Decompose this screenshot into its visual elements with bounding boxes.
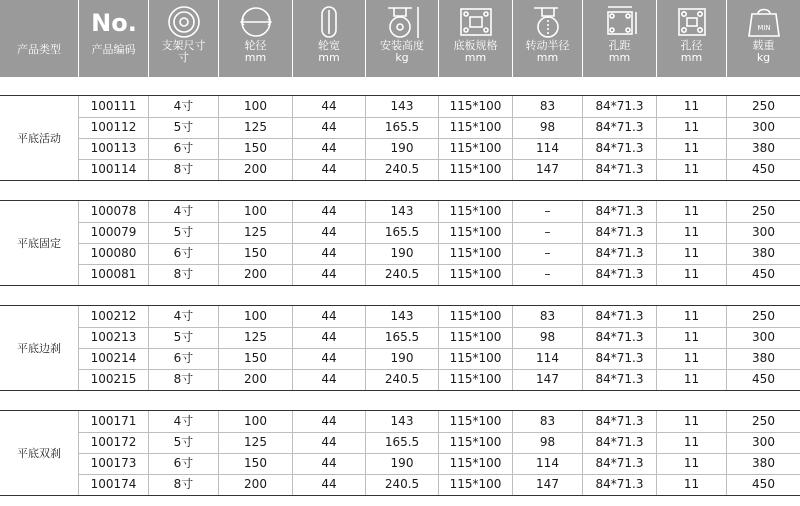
- table-cell: 84*71.3: [582, 117, 656, 138]
- table-cell: 143: [365, 96, 438, 117]
- table-cell: 44: [292, 369, 365, 390]
- table-cell: 200: [218, 369, 292, 390]
- table-row: [78, 243, 800, 264]
- table-cell: 125: [218, 327, 292, 348]
- table-cell: 200: [218, 264, 292, 285]
- table-cell: 240.5: [365, 369, 438, 390]
- table-cell: 100111: [78, 96, 148, 117]
- table-cell: 4寸: [148, 306, 218, 327]
- table-cell: 84*71.3: [582, 474, 656, 495]
- product-type-label: 平底活动: [17, 132, 61, 145]
- header-cell-1: [78, 0, 148, 77]
- weight-icon: [727, 3, 800, 41]
- table-cell: 380: [726, 243, 800, 264]
- table-cell: 143: [365, 306, 438, 327]
- table-cell: 165.5: [365, 117, 438, 138]
- table-cell: 300: [726, 222, 800, 243]
- table-cell: 83: [512, 411, 582, 432]
- table-cell: 115*100: [438, 432, 512, 453]
- table-cell: 143: [365, 411, 438, 432]
- table-cell: 84*71.3: [582, 306, 656, 327]
- table-cell: 11: [656, 369, 726, 390]
- table-cell: 165.5: [365, 222, 438, 243]
- table-cell: 115*100: [438, 201, 512, 222]
- table-cell: 11: [656, 243, 726, 264]
- table-cell: 114: [512, 453, 582, 474]
- table-cell: 100172: [78, 432, 148, 453]
- table-cell: 300: [726, 327, 800, 348]
- table-cell: 6寸: [148, 348, 218, 369]
- table-cell: 6寸: [148, 243, 218, 264]
- table-cell: 100081: [78, 264, 148, 285]
- table-cell: 100173: [78, 453, 148, 474]
- table-cell: 143: [365, 201, 438, 222]
- svg-text:MIN: MIN: [756, 24, 771, 32]
- bracket-size-icon: [149, 3, 218, 41]
- table-cell: 84*71.3: [582, 369, 656, 390]
- header-cell-10: [726, 0, 800, 77]
- table-cell: 44: [292, 159, 365, 180]
- table-cell: 11: [656, 201, 726, 222]
- table-cell: 100: [218, 201, 292, 222]
- table-cell: 98: [512, 432, 582, 453]
- row-divider: [78, 453, 800, 454]
- table-row: [78, 96, 800, 117]
- table-cell: 83: [512, 96, 582, 117]
- table-cell: 44: [292, 411, 365, 432]
- header-cell-6: [438, 0, 512, 77]
- product-group: [0, 95, 800, 181]
- table-cell: 147: [512, 369, 582, 390]
- table-cell: 6寸: [148, 453, 218, 474]
- table-cell: 84*71.3: [582, 327, 656, 348]
- table-row: [78, 222, 800, 243]
- table-row: [78, 264, 800, 285]
- table-cell: 98: [512, 327, 582, 348]
- table-cell: 200: [218, 159, 292, 180]
- table-row: [78, 453, 800, 474]
- table-cell: 100: [218, 306, 292, 327]
- table-cell: 380: [726, 453, 800, 474]
- table-cell: 11: [656, 306, 726, 327]
- table-cell: 44: [292, 327, 365, 348]
- table-cell: 450: [726, 159, 800, 180]
- table-cell: 44: [292, 222, 365, 243]
- table-row: [78, 348, 800, 369]
- table-cell: 125: [218, 432, 292, 453]
- table-cell: 44: [292, 474, 365, 495]
- table-cell: 100212: [78, 306, 148, 327]
- product-type-label: 平底边刹: [17, 342, 61, 355]
- table-cell: 380: [726, 138, 800, 159]
- table-cell: 100113: [78, 138, 148, 159]
- table-cell: 450: [726, 369, 800, 390]
- table-cell: 5寸: [148, 432, 218, 453]
- table-cell: 11: [656, 453, 726, 474]
- header-cell-9: [656, 0, 726, 77]
- table-cell: 115*100: [438, 306, 512, 327]
- table-row: [78, 474, 800, 495]
- table-cell: 100213: [78, 327, 148, 348]
- table-cell: –: [512, 243, 582, 264]
- table-cell: 250: [726, 306, 800, 327]
- table-cell: 44: [292, 348, 365, 369]
- table-cell: 250: [726, 411, 800, 432]
- table-cell: 84*71.3: [582, 453, 656, 474]
- table-cell: 44: [292, 453, 365, 474]
- table-cell: 11: [656, 432, 726, 453]
- table-row: [78, 327, 800, 348]
- table-cell: 250: [726, 96, 800, 117]
- header-cell-5: [365, 0, 438, 77]
- header-cell-3: [218, 0, 292, 77]
- table-cell: 4寸: [148, 96, 218, 117]
- header-label: 轮径 mm: [244, 39, 267, 64]
- table-cell: 380: [726, 348, 800, 369]
- table-cell: –: [512, 222, 582, 243]
- table-cell: 300: [726, 117, 800, 138]
- table-cell: 115*100: [438, 453, 512, 474]
- row-divider: [78, 327, 800, 328]
- row-divider: [78, 138, 800, 139]
- table-cell: 115*100: [438, 411, 512, 432]
- table-cell: 165.5: [365, 432, 438, 453]
- header-label: 产品类型: [17, 43, 61, 56]
- header-label: 转动半径 mm: [525, 39, 570, 64]
- table-cell: 84*71.3: [582, 222, 656, 243]
- table-row: [78, 159, 800, 180]
- table-cell: 150: [218, 243, 292, 264]
- table-cell: 100171: [78, 411, 148, 432]
- row-divider: [78, 369, 800, 370]
- table-cell: 100112: [78, 117, 148, 138]
- table-cell: 240.5: [365, 159, 438, 180]
- table-cell: 240.5: [365, 264, 438, 285]
- table-cell: 100079: [78, 222, 148, 243]
- table-row: [78, 411, 800, 432]
- table-cell: 190: [365, 243, 438, 264]
- table-cell: 115*100: [438, 369, 512, 390]
- header-label: 安装高度 kg: [380, 39, 424, 64]
- table-cell: 8寸: [148, 369, 218, 390]
- table-row: [78, 138, 800, 159]
- table-cell: 11: [656, 138, 726, 159]
- table-cell: 190: [365, 138, 438, 159]
- table-cell: 115*100: [438, 243, 512, 264]
- header-label: 孔径 mm: [680, 39, 703, 64]
- header-label: 底板规格 mm: [453, 39, 498, 64]
- table-row: [78, 432, 800, 453]
- table-cell: 11: [656, 222, 726, 243]
- table-cell: 4寸: [148, 411, 218, 432]
- table-cell: 100174: [78, 474, 148, 495]
- table-cell: 11: [656, 348, 726, 369]
- table-cell: 83: [512, 306, 582, 327]
- table-cell: 98: [512, 117, 582, 138]
- table-cell: –: [512, 264, 582, 285]
- table-cell: 450: [726, 474, 800, 495]
- table-cell: 11: [656, 411, 726, 432]
- table-cell: 150: [218, 348, 292, 369]
- table-cell: 100078: [78, 201, 148, 222]
- table-cell: 84*71.3: [582, 201, 656, 222]
- table-cell: 300: [726, 432, 800, 453]
- table-cell: 147: [512, 474, 582, 495]
- product-group: [0, 305, 800, 391]
- table-cell: 114: [512, 138, 582, 159]
- header-cell-8: [582, 0, 656, 77]
- row-divider: [78, 264, 800, 265]
- header-label: 孔距 mm: [608, 39, 631, 64]
- table-row: [78, 201, 800, 222]
- table-cell: 8寸: [148, 264, 218, 285]
- table-cell: 115*100: [438, 264, 512, 285]
- install-height-icon: [366, 3, 438, 41]
- table-row: [78, 117, 800, 138]
- table-cell: 44: [292, 138, 365, 159]
- table-cell: 190: [365, 453, 438, 474]
- row-divider: [78, 474, 800, 475]
- table-cell: 5寸: [148, 117, 218, 138]
- table-cell: 84*71.3: [582, 348, 656, 369]
- product-type-label: 平底双刹: [17, 447, 61, 460]
- table-cell: 8寸: [148, 159, 218, 180]
- table-cell: 5寸: [148, 327, 218, 348]
- table-cell: 114: [512, 348, 582, 369]
- header-cell-7: [512, 0, 582, 77]
- table-cell: 44: [292, 432, 365, 453]
- table-row: [78, 306, 800, 327]
- table-cell: 115*100: [438, 474, 512, 495]
- table-cell: 100: [218, 96, 292, 117]
- table-cell: 100080: [78, 243, 148, 264]
- header-label: 产品编码: [91, 43, 136, 56]
- table-cell: 115*100: [438, 159, 512, 180]
- table-cell: 84*71.3: [582, 411, 656, 432]
- table-cell: 44: [292, 243, 365, 264]
- table-cell: 8寸: [148, 474, 218, 495]
- hole-spacing-icon: [583, 3, 656, 41]
- table-cell: 44: [292, 201, 365, 222]
- table-cell: 11: [656, 264, 726, 285]
- table-cell: 150: [218, 138, 292, 159]
- table-cell: 44: [292, 306, 365, 327]
- table-cell: 11: [656, 96, 726, 117]
- header-label: 支架尺寸 寸: [161, 39, 206, 64]
- table-cell: 44: [292, 117, 365, 138]
- table-cell: 11: [656, 474, 726, 495]
- header-cell-2: [148, 0, 218, 77]
- table-cell: 165.5: [365, 327, 438, 348]
- row-divider: [78, 222, 800, 223]
- table-cell: 84*71.3: [582, 159, 656, 180]
- table-cell: 5寸: [148, 222, 218, 243]
- table-cell: 125: [218, 222, 292, 243]
- table-cell: 115*100: [438, 96, 512, 117]
- table-cell: 11: [656, 159, 726, 180]
- table-cell: 450: [726, 264, 800, 285]
- wheel-diameter-icon: [219, 3, 292, 41]
- table-cell: 4寸: [148, 201, 218, 222]
- row-divider: [78, 117, 800, 118]
- table-cell: 84*71.3: [582, 264, 656, 285]
- header-cell-0: [0, 0, 78, 77]
- table-cell: 6寸: [148, 138, 218, 159]
- no-text-icon: [79, 3, 148, 41]
- table-cell: 115*100: [438, 327, 512, 348]
- wheel-width-icon: [293, 3, 365, 41]
- row-divider: [78, 432, 800, 433]
- table-cell: 125: [218, 117, 292, 138]
- swivel-radius-icon: [513, 3, 582, 41]
- table-cell: 240.5: [365, 474, 438, 495]
- svg-text:No.: No.: [90, 9, 137, 37]
- table-cell: 84*71.3: [582, 96, 656, 117]
- table-cell: 200: [218, 474, 292, 495]
- table-cell: 100: [218, 411, 292, 432]
- table-cell: 100214: [78, 348, 148, 369]
- table-cell: 147: [512, 159, 582, 180]
- table-header: [0, 0, 800, 77]
- table-cell: 250: [726, 201, 800, 222]
- table-cell: 100215: [78, 369, 148, 390]
- row-divider: [78, 348, 800, 349]
- table-cell: 11: [656, 117, 726, 138]
- hole-diameter-icon: [657, 3, 726, 41]
- header-cell-4: [292, 0, 365, 77]
- table-cell: 44: [292, 96, 365, 117]
- table-cell: 115*100: [438, 117, 512, 138]
- table-cell: 84*71.3: [582, 243, 656, 264]
- table-cell: 11: [656, 327, 726, 348]
- product-group: [0, 200, 800, 286]
- product-group: [0, 410, 800, 496]
- plate-size-icon: [439, 3, 512, 41]
- table-cell: 84*71.3: [582, 138, 656, 159]
- table-cell: 84*71.3: [582, 432, 656, 453]
- table-cell: 190: [365, 348, 438, 369]
- table-cell: 115*100: [438, 222, 512, 243]
- table-row: [78, 369, 800, 390]
- header-label: 轮宽 mm: [318, 39, 340, 64]
- table-cell: 115*100: [438, 348, 512, 369]
- table-cell: 115*100: [438, 138, 512, 159]
- row-divider: [78, 159, 800, 160]
- row-divider: [78, 243, 800, 244]
- table-cell: 100114: [78, 159, 148, 180]
- header-label: 载重 kg: [752, 39, 775, 64]
- table-cell: –: [512, 201, 582, 222]
- product-type-label: 平底固定: [17, 237, 61, 250]
- table-cell: 44: [292, 264, 365, 285]
- table-cell: 150: [218, 453, 292, 474]
